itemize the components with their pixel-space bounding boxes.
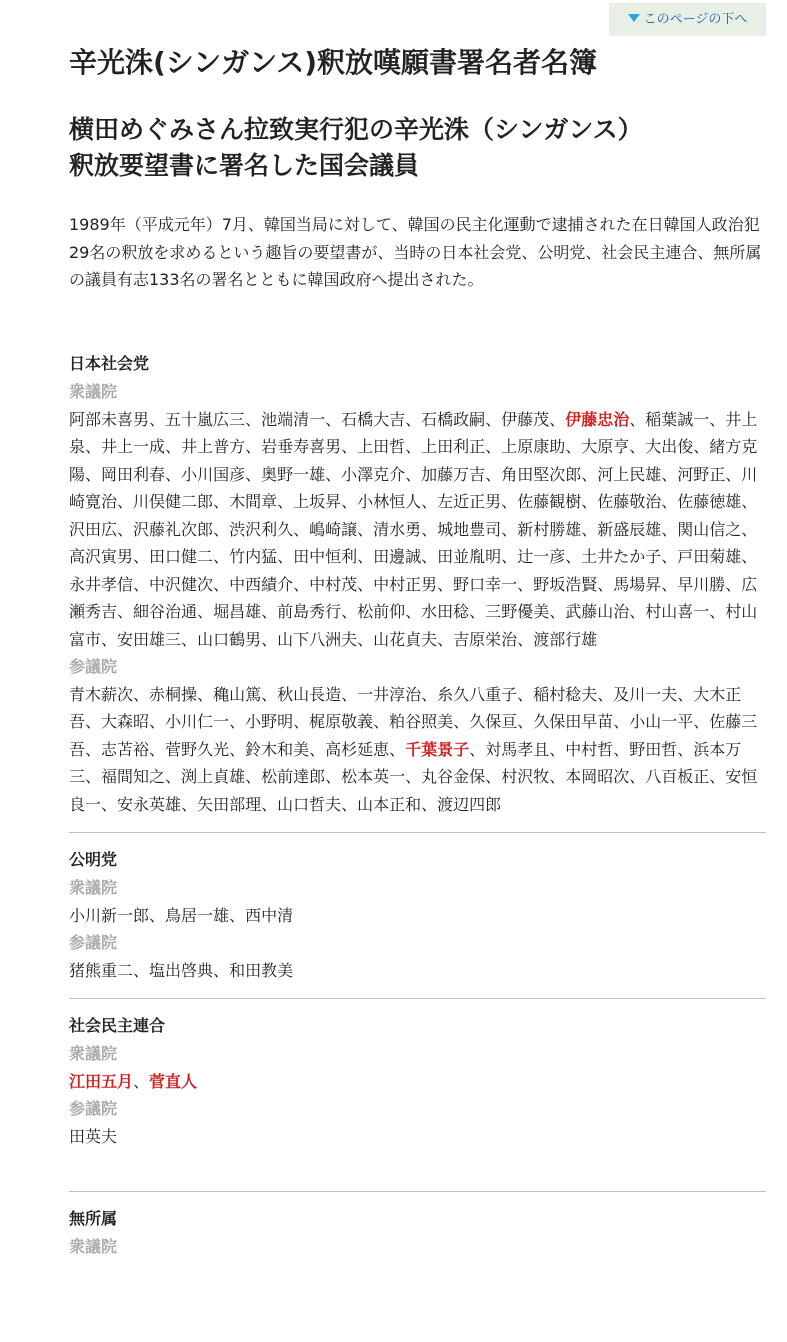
member-name: 梶原敬義 (309, 712, 374, 731)
member-name: 一井淳治 (357, 684, 422, 704)
member-names: 江田五月、菅直人 (69, 1071, 198, 1091)
member-name: 岡田利春 (101, 464, 166, 484)
member-name: 中村正男 (373, 574, 438, 594)
member-name: 渕上貞雄 (181, 767, 246, 786)
member-name: 青木薪次 (69, 684, 134, 704)
member-name: 野口幸一 (453, 574, 518, 594)
subtitle-line-2: 釈放要望書に署名した国会議員 (69, 151, 420, 180)
party-section (69, 846, 766, 999)
member-name: 井上泉 (69, 409, 758, 456)
member-name: 辻一彦 (517, 547, 566, 566)
member-name: 千葉景子 (405, 739, 470, 759)
member-name: 関山信之 (677, 519, 742, 539)
member-name: 大原亨 (581, 437, 630, 456)
member-names (69, 1123, 766, 1151)
member-name: 細谷治通 (133, 602, 198, 621)
member-name: 大木正吾 (69, 684, 742, 731)
member-name: 河野正 (677, 464, 726, 484)
member-name: 新村勝雄 (517, 519, 582, 539)
member-name: 鳥居一雄 (165, 905, 230, 925)
member-name: 渡部行雄 (533, 629, 598, 649)
member-name: 沢田広 (69, 519, 118, 539)
member-name: 福間知之 (101, 767, 166, 786)
party-section (69, 350, 766, 833)
member-name: 志苫裕 (101, 739, 150, 759)
member-name: 左近正男 (437, 492, 502, 511)
member-name: 稲葉誠一 (645, 409, 710, 429)
triangle-down-icon (628, 14, 640, 22)
member-name: 高沢寅男 (69, 547, 134, 566)
member-name: 野坂浩賢 (533, 574, 598, 594)
member-names: 阿部未喜男、五十嵐広三、池端清一、石橋大吉、石橋政嗣、伊藤茂、伊藤忠治、稲葉誠一、井上泉、井上一成、井上普方、岩垂寿喜男、上田哲、上田利正、上原康助、大原亨、大出俊、緒方克陽、岡田利春、小川国彦、奥野一雄、小澤克介、加藤万吉、角田堅次郎、河上民雄、河野正、川崎寛治、川俣健二郎、木間章、上坂昇、小林恒人、左近正男、佐藤観樹、佐藤敬治、佐藤徳雄、沢田広、沢藤礼次郎、渋沢利久、嶋崎譲、清水勇、城地豊司、新村勝雄、新盛辰雄、関山信之、高沢寅男、田口健二、竹内猛、田中恒利、田邊誠、田並胤明、辻一彦、土井たか子、戸田菊雄、永井孝信、中沢健次、中西績介、中村茂、中村正男、野口幸一、野坂浩賢、馬場昇、早川勝、広瀬秀吉、細谷治通、堀昌雄、前島秀行、松前仰、水田稔、三野優美、武藤山治、村山喜一、村山富市、安田雄三、山口鶴男、山下八洲夫、山花貞夫、吉原栄治、渡部行雄 (69, 409, 758, 649)
member-name: 村山喜一 (645, 602, 710, 621)
member-name: 上田利正 (421, 437, 486, 456)
member-name: 田邊誠 (373, 547, 422, 566)
chamber-label: 衆議院 (69, 1044, 118, 1063)
member-name: 中西績介 (229, 574, 294, 594)
member-name: 阿部未喜男 (69, 409, 150, 429)
member-name: 奥野一雄 (261, 464, 326, 484)
member-name: 角田堅次郎 (501, 464, 582, 484)
member-name: 岩垂寿喜男 (261, 437, 342, 456)
member-name: 鈴木和美 (245, 739, 310, 759)
member-name: 佐藤観樹 (517, 492, 582, 511)
member-name: 安恒良一 (69, 767, 758, 814)
member-name: 木間章 (229, 492, 278, 511)
member-name: 野田哲 (629, 739, 678, 759)
member-names: 青木薪次、赤桐操、穐山篤、秋山長造、一井淳治、糸久八重子、稲村稔夫、及川一夫、大木正吾、大森昭、小川仁一、小野明、梶原敬義、粕谷照美、久保亘、久保田早苗、小山一平、佐藤三吾、志苫裕、菅野久光、鈴木和美、高杉延恵、千葉景子、対馬孝且、中村哲、野田哲、浜本万三、福間知之、渕上貞雄、松前達郎、松本英一、丸谷金保、村沢牧、本岡昭次、八百板正、安恒良一、安永英雄、矢田部理、山口哲夫、山本正和、渡辺四郎 (69, 684, 758, 814)
party-name: 社会民主連合 (69, 1016, 166, 1035)
member-name: 川俣健二郎 (133, 492, 214, 511)
member-name: 馬場昇 (613, 574, 662, 594)
member-name: 戸田菊雄 (677, 547, 742, 566)
member-name: 五十嵐広三 (165, 409, 246, 429)
member-name: 早川勝 (677, 574, 726, 594)
member-name: 粕谷照美 (389, 712, 454, 731)
party-name: 日本社会党 (69, 354, 150, 373)
member-name: 緒方克陽 (69, 437, 758, 484)
member-name: 山花貞夫 (373, 629, 438, 649)
member-name: 伊藤忠治 (565, 409, 630, 429)
member-name: 中村哲 (565, 739, 614, 759)
member-name: 山口鶴男 (197, 629, 262, 649)
member-name: 石橋大吉 (341, 409, 406, 429)
member-names: 猪熊重二、塩出啓典、和田教美 (69, 960, 294, 980)
chamber-label: 衆議院 (69, 1237, 118, 1256)
member-name: 小川国彦 (181, 464, 246, 484)
member-name: 糸久八重子 (437, 684, 518, 704)
page-title: 辛光洙(シンガンス)釈放嘆願書署名者名簿 (69, 46, 598, 79)
member-name: 田中恒利 (293, 547, 358, 566)
member-name: 井上一成 (101, 437, 166, 456)
member-name: 上坂昇 (293, 492, 342, 511)
member-name: 松前達郎 (261, 767, 326, 786)
member-name: 丸谷金保 (421, 767, 486, 786)
member-name: 小川新一郎 (69, 905, 150, 925)
member-name: 城地豊司 (437, 519, 502, 539)
member-name: 嶋崎譲 (309, 519, 358, 539)
chamber-label: 参議院 (69, 933, 118, 952)
member-name: 穐山篤 (213, 684, 262, 704)
member-name: 前島秀行 (277, 602, 342, 621)
member-name: 及川一夫 (613, 684, 678, 704)
member-name: 矢田部理 (197, 794, 262, 814)
member-name: 堀昌雄 (213, 602, 262, 621)
member-name: 土井たか子 (581, 547, 662, 566)
member-name: 山本正和 (357, 794, 422, 814)
member-name: 大森昭 (101, 712, 150, 731)
member-name: 秋山長造 (277, 684, 342, 704)
member-name: 吉原栄治 (453, 629, 518, 649)
chamber-label: 衆議院 (69, 382, 118, 401)
member-name: 稲村稔夫 (533, 684, 598, 704)
party-list (69, 350, 766, 1275)
member-name: 西中清 (245, 905, 294, 925)
member-name: 久保亘 (469, 712, 518, 731)
member-name: 池端清一 (261, 409, 326, 429)
chamber-label: 参議院 (69, 1099, 118, 1118)
chamber-label: 参議院 (69, 657, 118, 676)
chamber-label: 衆議院 (69, 878, 118, 897)
member-name: 小林恒人 (357, 492, 422, 511)
member-name: 小山一平 (629, 712, 694, 731)
member-name: 中沢健次 (149, 574, 214, 594)
member-name: 安田雄三 (117, 629, 182, 649)
member-name: 田英夫 (69, 1126, 118, 1146)
member-name: 塩出啓典 (149, 960, 214, 980)
member-name: 佐藤敬治 (597, 492, 662, 511)
intro-paragraph: 1989年（平成元年）7月、韓国当局に対して、韓国の民主化運動で逮捕された在日韓国人政治犯29名の釈放を求めるという趣旨の要望書が、当時の日本社会党、公明党、社会民主連合、無所属の議員有志133名の署名とともに韓国政府へ提出された。 (69, 215, 762, 289)
member-name: 川崎寛治 (69, 464, 758, 511)
member-name: 山下八洲夫 (277, 629, 358, 649)
subtitle-line-1: 横田めぐみさん拉致実行犯の辛光洙（シンガンス） (69, 115, 643, 144)
member-name: 小澤克介 (341, 464, 406, 484)
jump-to-bottom-label: このページの下へ (643, 12, 748, 27)
member-name: 菅野久光 (165, 739, 230, 759)
member-name: 小野明 (245, 712, 294, 731)
member-name: 八百板正 (645, 767, 710, 786)
jump-to-bottom-link[interactable] (609, 3, 766, 36)
member-name: 江田五月 (69, 1071, 134, 1091)
page-subtitle (69, 112, 769, 184)
member-name: 赤桐操 (149, 684, 198, 704)
member-name: 井上普方 (181, 437, 246, 456)
party-name: 無所属 (69, 1209, 118, 1228)
member-name: 猪熊重二 (69, 960, 134, 980)
member-name: 松本英一 (341, 767, 406, 786)
member-name: 永井孝信 (69, 574, 134, 594)
party-section (69, 1012, 766, 1192)
party-name: 公明党 (69, 850, 118, 869)
member-name: 渋沢利久 (229, 519, 294, 539)
member-name: 伊藤茂 (501, 409, 550, 429)
member-name: 三野優美 (485, 602, 550, 621)
section-spacer (69, 1150, 766, 1177)
party-section (69, 1205, 766, 1275)
member-name: 武藤山治 (565, 602, 630, 621)
member-name: 清水勇 (373, 519, 422, 539)
member-name: 田並胤明 (437, 547, 502, 566)
member-name: 田口健二 (149, 547, 214, 566)
member-name: 水田稔 (421, 602, 470, 621)
member-name: 河上民雄 (597, 464, 662, 484)
member-name: 本岡昭次 (565, 767, 630, 786)
member-name: 渡辺四郎 (437, 794, 502, 814)
member-name: 村沢牧 (501, 767, 550, 786)
member-name: 石橋政嗣 (421, 409, 486, 429)
member-name: 対馬孝且 (485, 739, 550, 759)
member-name: 高杉延恵 (325, 739, 390, 759)
member-name: 菅直人 (149, 1071, 198, 1091)
member-name: 加藤万吉 (421, 464, 486, 484)
member-name: 山口哲夫 (277, 794, 342, 814)
member-name: 沢藤礼次郎 (133, 519, 214, 539)
member-name: 和田教美 (229, 960, 294, 980)
member-name: 新盛辰雄 (597, 519, 662, 539)
member-name: 小川仁一 (165, 712, 230, 731)
member-name: 上田哲 (357, 437, 406, 456)
member-name: 安永英雄 (117, 794, 182, 814)
member-name: 広瀬秀吉 (69, 574, 758, 621)
member-name: 大出俊 (645, 437, 694, 456)
member-name: 中村茂 (309, 574, 358, 594)
member-name: 村山富市 (69, 602, 758, 649)
member-name: 佐藤三吾 (69, 712, 758, 759)
member-name: 竹内猛 (229, 547, 278, 566)
member-name: 佐藤徳雄 (677, 492, 742, 511)
member-name: 上原康助 (501, 437, 566, 456)
member-name: 浜本万三 (69, 739, 742, 786)
member-names: 小川新一郎、鳥居一雄、西中清 (69, 905, 294, 925)
member-name: 久保田早苗 (533, 712, 614, 731)
member-name: 松前仰 (357, 602, 406, 621)
